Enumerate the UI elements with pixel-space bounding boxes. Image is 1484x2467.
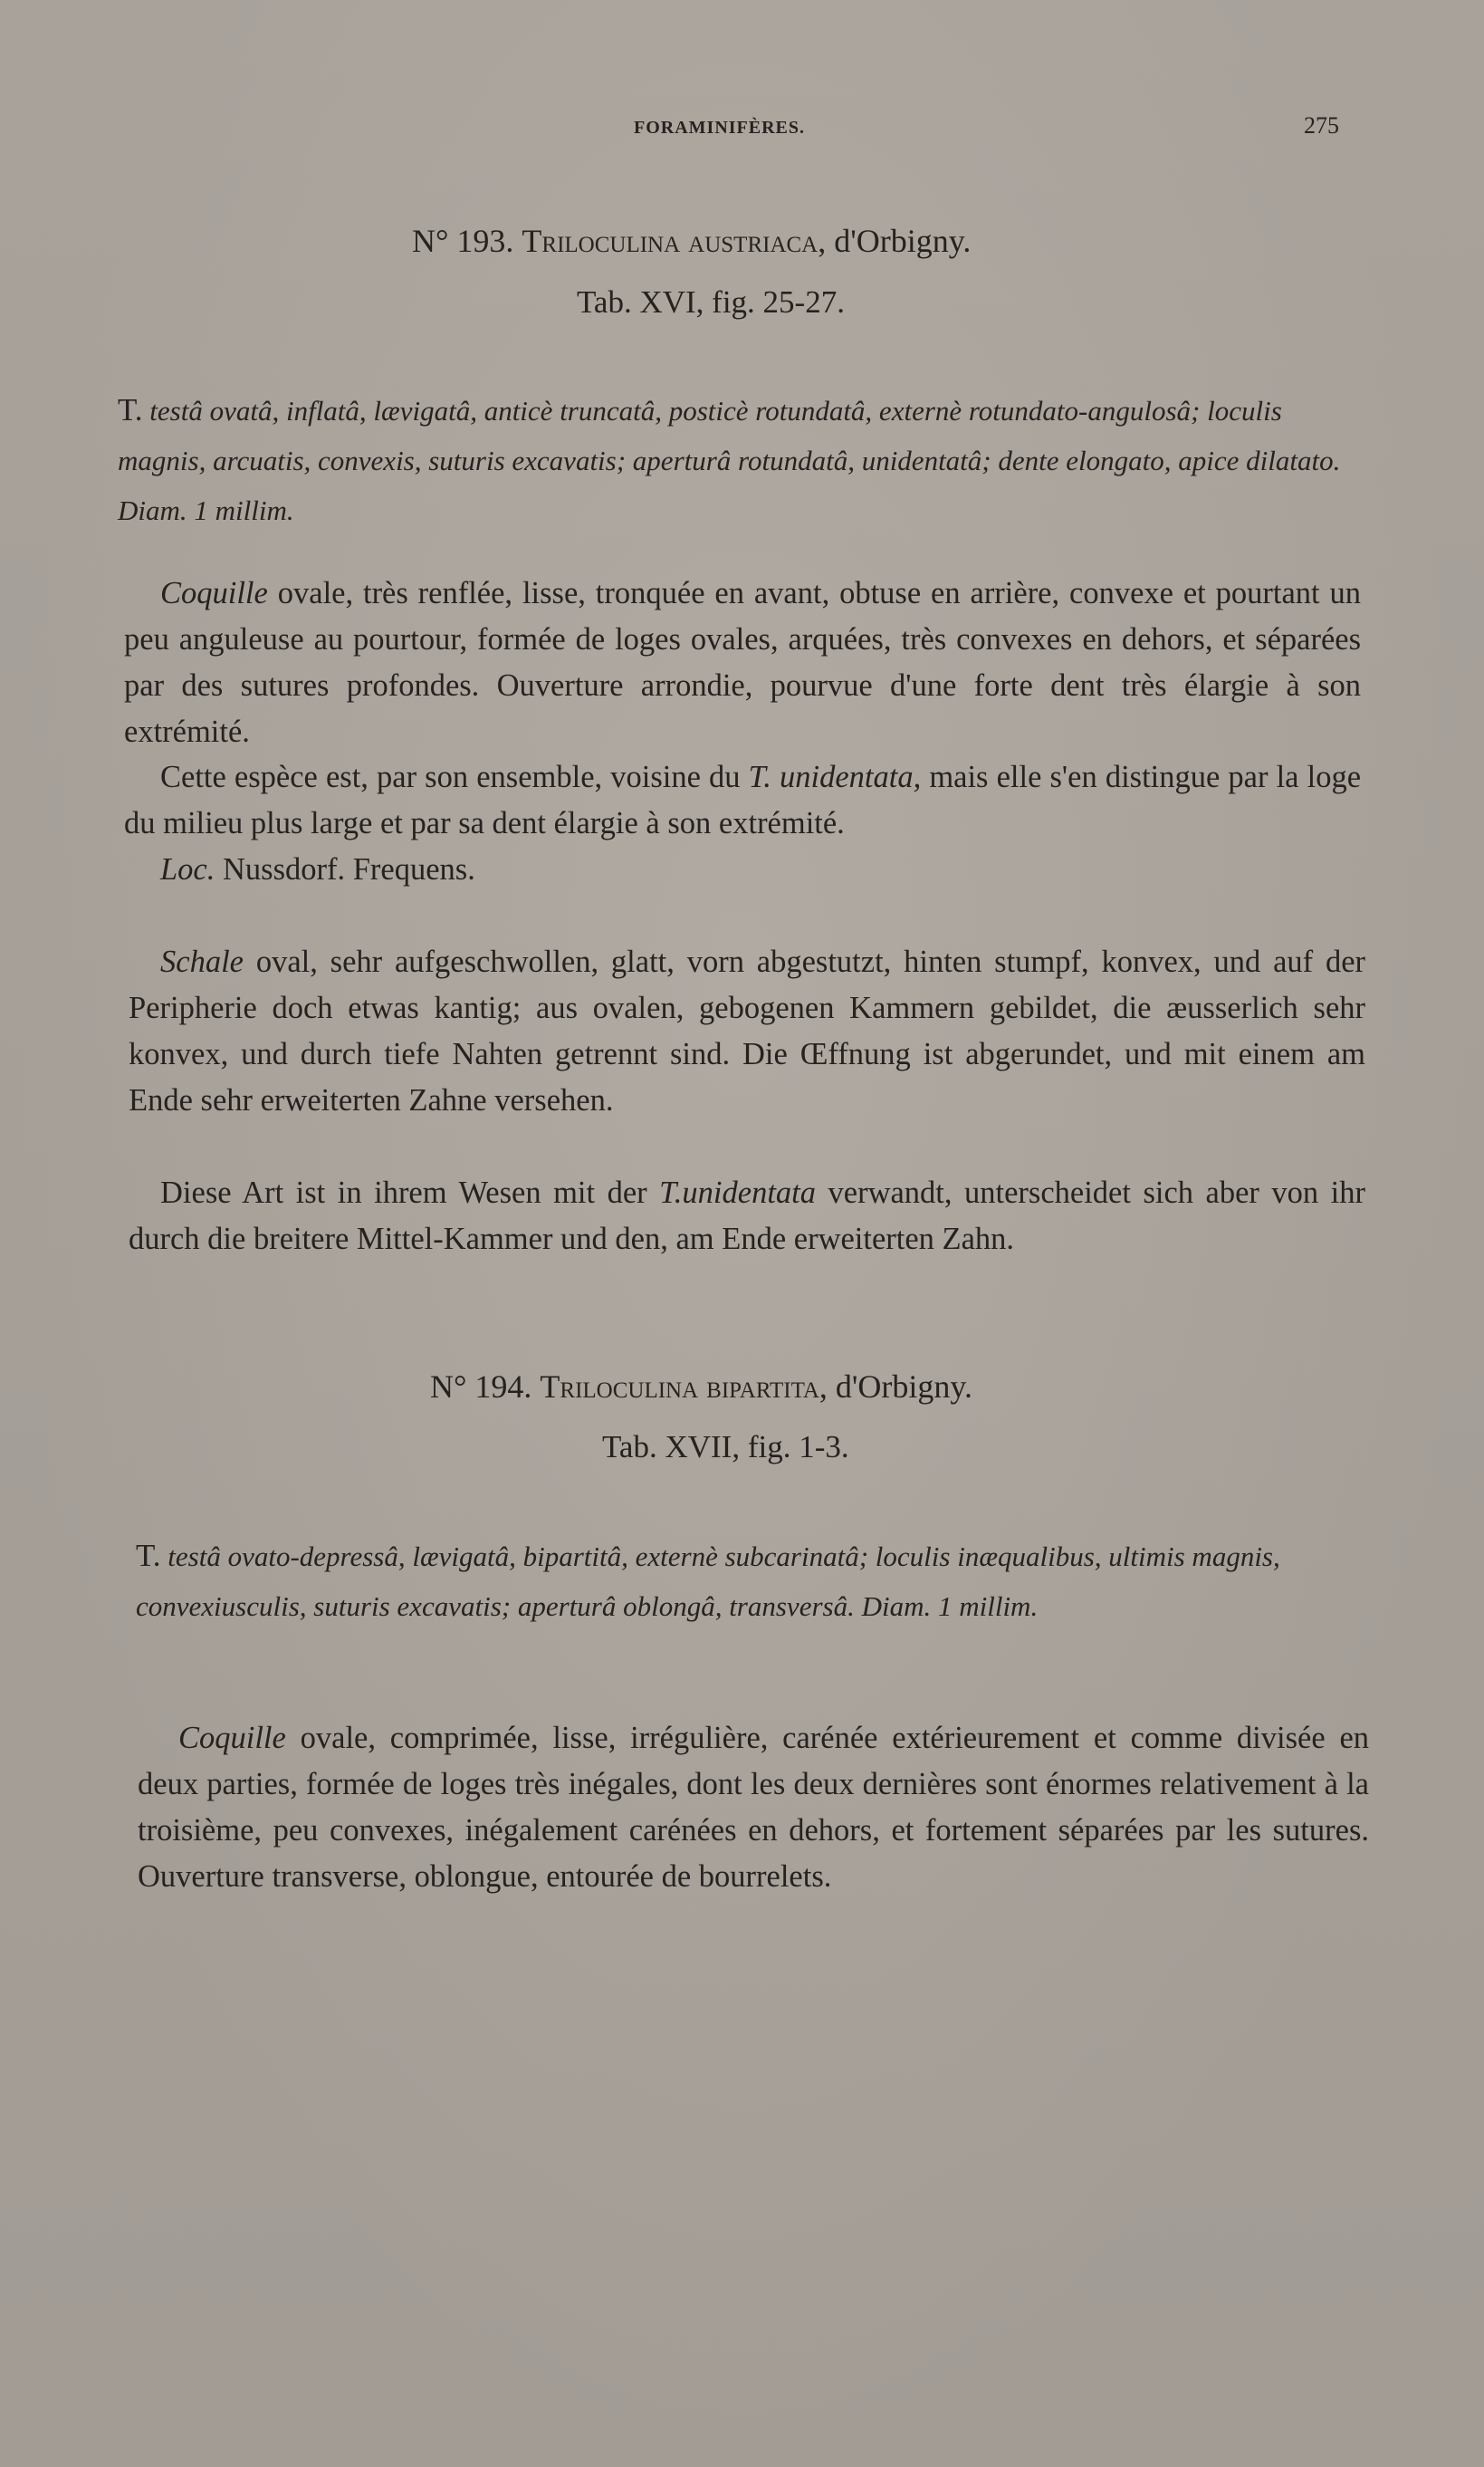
latin-text: testâ ovato-depressâ, lævigatâ, bipartitâ, externè subcarinatâ; loculis inæqualibus, ultimis magnis, convexiusculis, suturis excavatis; aperturâ oblongâ, transversâ. Diam. 1 millim.: [136, 1541, 1280, 1622]
running-head: FORAMINIFÈRES.: [634, 118, 806, 138]
entry-193-plate-ref: Tab. XVI, fig. 25-27.: [577, 284, 845, 320]
entry-193-locality: [124, 847, 1361, 893]
german-comparison-text: Diese Art ist in ihrem Wesen mit der: [160, 1176, 647, 1210]
species-name: Triloculina austriaca: [522, 223, 819, 259]
locality-lead: Loc.: [160, 852, 215, 887]
entry-194-latin-diagnosis: [136, 1531, 1367, 1631]
entry-number: N° 193.: [412, 223, 514, 259]
species-reference: T.unidentata: [659, 1176, 816, 1210]
french-description-text: ovale, très renflée, lisse, tronquée en avant, obtuse en arrière, convexe et pourtant un peu anguleuse au pourtour, formée de loges ovales, arquées, très convexes en dehors, et séparées par des sutures profondes. Ouverture arrondie, pourvue d'une forte dent très élargie à son extrémité.: [124, 576, 1361, 749]
german-lead-word: Schale: [160, 945, 244, 979]
latin-initial: T.: [136, 1538, 161, 1573]
entry-194-french-description: [138, 1715, 1369, 1900]
species-reference: T. unidentata,: [748, 760, 922, 794]
entry-193-french-description: [124, 571, 1361, 755]
entry-194-plate-ref: Tab. XVII, fig. 1-3.: [602, 1429, 849, 1464]
latin-initial: T.: [118, 392, 143, 427]
species-name: Triloculina bipartita: [540, 1368, 819, 1405]
species-authority: , d'Orbigny.: [819, 1368, 973, 1405]
german-description-text: oval, sehr aufgeschwollen, glatt, vorn abgestutzt, hinten stumpf, konvex, und auf der Peripherie doch etwas kantig; aus ovalen, gebogenen Kammern gebildet, die æusserlich sehr konvex, und durch tiefe Nahten getrennt sind. Die Œffnung ist abgerundet, und mit einem am Ende sehr erweiterten Zahne versehen.: [129, 945, 1366, 1118]
german-comparison-text-end: verwandt, unterscheidet sich aber von ihr durch die breitere Mittel-Kammer und den, am Ende erweiterten Zahn.: [129, 1176, 1365, 1256]
entry-193-french-comparison: [124, 754, 1361, 847]
entry-193-latin-diagnosis: [118, 385, 1355, 535]
locality-text: Nussdorf. Frequens.: [223, 852, 475, 887]
french-comparison-text: Cette espèce est, par son ensemble, voisine du: [160, 760, 741, 794]
entry-193-title: [412, 222, 971, 260]
latin-text: testâ ovatâ, inflatâ, lævigatâ, anticè truncatâ, posticè rotundatâ, externè rotundato-angulosâ; loculis magnis, arcuatis, convexis, suturis excavatis; aperturâ rotundatâ, unidentatâ; dente elongato, apice dilatato. Diam. 1 millim.: [118, 395, 1341, 526]
french-description-text: ovale, comprimée, lisse, irrégulière, carénée extérieurement et comme divisée en deux parties, formée de loges très inégales, dont les deux dernières sont énormes relativement à la troisième, peu convexes, inégalement carénées en dehors, et fortement séparées par les sutures. Ouverture transverse, oblongue, entourée de bourrelets.: [138, 1721, 1370, 1894]
entry-193-german-comparison: [129, 1170, 1365, 1262]
entry-193-german-description: [129, 939, 1365, 1124]
french-lead-word: Coquille: [160, 576, 268, 610]
french-lead-word: Coquille: [178, 1721, 286, 1755]
species-authority: , d'Orbigny.: [818, 223, 972, 259]
entry-194-title: [430, 1368, 972, 1406]
french-comparison-text-end: mais elle s'en distingue par la loge du milieu plus large et par sa dent élargie à son extrémité.: [124, 760, 1362, 840]
page-number: 275: [1304, 112, 1339, 139]
entry-number: N° 194.: [430, 1368, 532, 1405]
